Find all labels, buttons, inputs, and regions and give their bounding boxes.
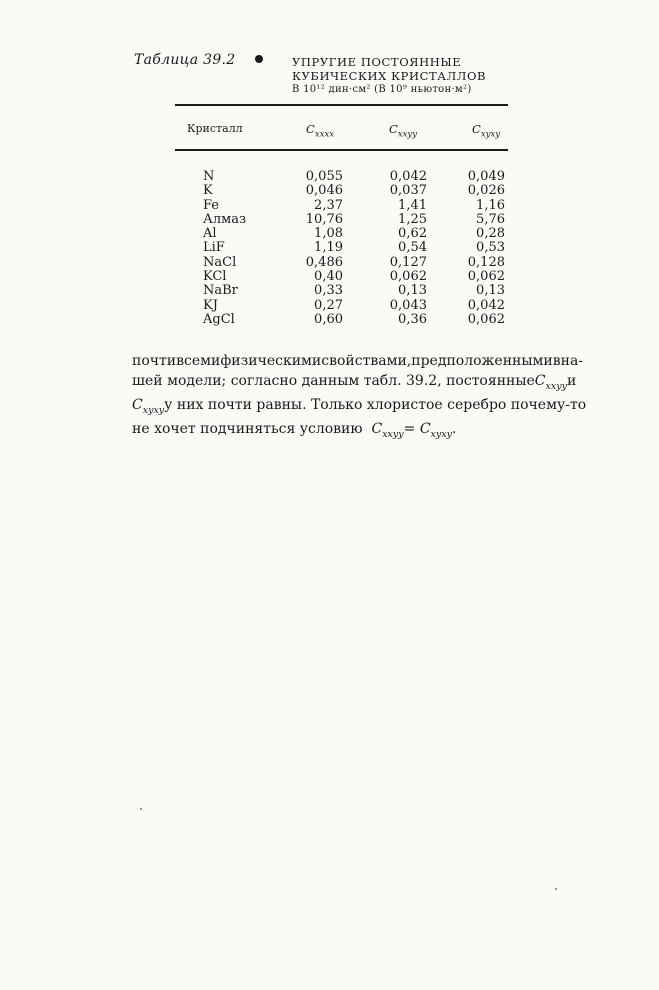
math-c-xxyy-sub: xxyy: [545, 380, 567, 392]
crystal-name-cell: K: [203, 183, 213, 199]
c-xxyy-cell: 1,25: [398, 211, 427, 227]
c-xyxy-cell: 0,13: [476, 283, 505, 299]
c-xxxx-cell: 0,40: [314, 269, 343, 285]
crystal-name-cell: AgCl: [203, 311, 235, 327]
table-title-line-2: КУБИЧЕСКИХ КРИСТАЛЛОВ: [292, 69, 487, 83]
table-row: [0, 241, 659, 255]
c-xyxy-cell: 0,049: [467, 169, 505, 184]
header-c-xyxy-base: C: [472, 122, 481, 136]
c-xxxx-cell: 0,046: [305, 183, 343, 199]
c-xxyy-cell: 0,54: [398, 240, 427, 256]
c-xxyy-cell: 0,042: [389, 169, 427, 184]
math-c-xxyy: [535, 372, 567, 396]
header-c-xxyy: [389, 122, 417, 139]
bullet-mark: [255, 55, 263, 63]
table-row: [0, 227, 659, 241]
c-xyxy-cell: 0,128: [467, 254, 505, 270]
math-c-xyxy-sub: xyxy: [142, 404, 165, 416]
c-xxyy-cell: 0,062: [389, 269, 427, 285]
crystal-name-cell: Fe: [203, 197, 220, 213]
crystal-name-cell: Al: [203, 226, 217, 242]
table-row: [0, 184, 659, 198]
math-c-xyxy-base: C: [132, 396, 143, 413]
c-xxyy-cell: 0,037: [389, 183, 427, 199]
paragraph-line-1: [132, 352, 584, 372]
table-units: В 10¹² дин·см² (В 10⁹ ньютон·м²): [292, 84, 472, 95]
c-xxxx-cell: 0,33: [314, 283, 343, 299]
c-xxyy-cell: 0,043: [389, 297, 427, 313]
c-xxxx-cell: 10,76: [305, 211, 343, 227]
header-c-xyxy-sub: xyxy: [480, 129, 501, 140]
math-condition-sub2: xyxy: [430, 428, 452, 440]
table-body: [0, 170, 659, 327]
header-c-xxxx-sub: xxxx: [314, 129, 334, 140]
c-xxyy-cell: 0,36: [398, 311, 427, 327]
paragraph-word: физическими: [220, 353, 322, 369]
c-xxxx-cell: 0,486: [305, 254, 343, 270]
math-condition-eq: =: [403, 421, 416, 438]
header-c-xxyy-base: C: [389, 122, 398, 136]
c-xxxx-cell: 0,60: [314, 311, 343, 327]
paragraph-word: всеми: [176, 353, 221, 369]
table-row: [0, 270, 659, 284]
paragraph-end-period: .: [452, 421, 457, 438]
c-xyxy-cell: 0,28: [476, 226, 505, 242]
header-c-xyxy: [472, 122, 500, 139]
paragraph-line-4-text: не хочет подчиняться условию: [132, 421, 363, 438]
c-xyxy-cell: 0,062: [467, 311, 505, 327]
paragraph-word: почти: [132, 353, 177, 369]
c-xyxy-cell: 0,53: [476, 240, 505, 256]
table-row: [0, 313, 659, 327]
math-condition-sub1: xxyy: [382, 428, 404, 440]
paragraph-word: в: [552, 353, 561, 369]
c-xxxx-cell: 0,055: [305, 169, 343, 184]
header-c-xxxx-base: C: [306, 122, 315, 136]
c-xxxx-cell: 1,19: [314, 240, 343, 256]
c-xyxy-cell: 0,026: [467, 183, 505, 199]
math-condition-c2: C: [419, 421, 431, 438]
header-crystal: Кристалл: [187, 122, 243, 135]
crystal-name-cell: N: [203, 169, 215, 184]
paragraph-word: на-: [560, 353, 584, 369]
crystal-name-cell: Алмаз: [203, 211, 247, 227]
math-condition: [371, 420, 452, 444]
crystal-name-cell: NaBr: [203, 283, 238, 299]
paragraph-line-3: [132, 396, 587, 420]
table-row: [0, 256, 659, 270]
crystal-name-cell: LiF: [203, 240, 225, 256]
crystal-name-cell: KCl: [203, 269, 227, 285]
c-xxyy-cell: 1,41: [398, 197, 427, 213]
c-xyxy-cell: 5,76: [476, 211, 505, 227]
paragraph-line-4: [132, 420, 527, 444]
c-xyxy-cell: 0,062: [467, 269, 505, 285]
header-c-xxyy-sub: xxyy: [397, 129, 418, 140]
c-xxxx-cell: 0,27: [314, 297, 343, 313]
paragraph-line-2-end: и: [566, 372, 577, 389]
table-row: [0, 284, 659, 298]
table-row: [0, 213, 659, 227]
math-condition-c1: C: [371, 421, 383, 438]
paragraph-line-2-text: шей модели; согласно данным табл. 39.2, постоянные: [132, 372, 535, 389]
table-top-rule: [175, 104, 508, 106]
table-row: [0, 299, 659, 313]
scan-speck: [555, 888, 557, 890]
c-xxyy-cell: 0,13: [398, 283, 427, 299]
paragraph-word: свойствами,: [321, 353, 412, 369]
table-header-rule: [175, 149, 508, 151]
c-xxxx-cell: 2,37: [314, 197, 343, 213]
paragraph-line-3-text: у них почти равны. Только хлористое серебро почему-то: [164, 396, 587, 413]
table-row: [0, 199, 659, 213]
c-xyxy-cell: 1,16: [476, 197, 505, 213]
header-c-xxxx: [306, 122, 334, 139]
c-xxxx-cell: 1,08: [314, 226, 343, 242]
crystal-name-cell: NaCl: [203, 254, 237, 270]
c-xxyy-cell: 0,62: [398, 226, 427, 242]
table-title-line-1: УПРУГИЕ ПОСТОЯННЫЕ: [292, 55, 462, 69]
math-c-xyxy: [132, 396, 164, 420]
table-caption-title: [292, 55, 486, 97]
math-c-xxyy-base: C: [534, 372, 546, 389]
body-paragraph: [132, 352, 587, 444]
paragraph-word: предположенными: [411, 353, 553, 369]
c-xxyy-cell: 0,127: [389, 254, 427, 270]
scan-speck: [140, 808, 142, 810]
c-xyxy-cell: 0,042: [467, 297, 505, 313]
table-caption-label: Таблица 39.2: [134, 52, 236, 68]
table-row: [0, 170, 659, 184]
crystal-name-cell: KJ: [203, 297, 218, 313]
paragraph-line-2: [132, 372, 577, 396]
